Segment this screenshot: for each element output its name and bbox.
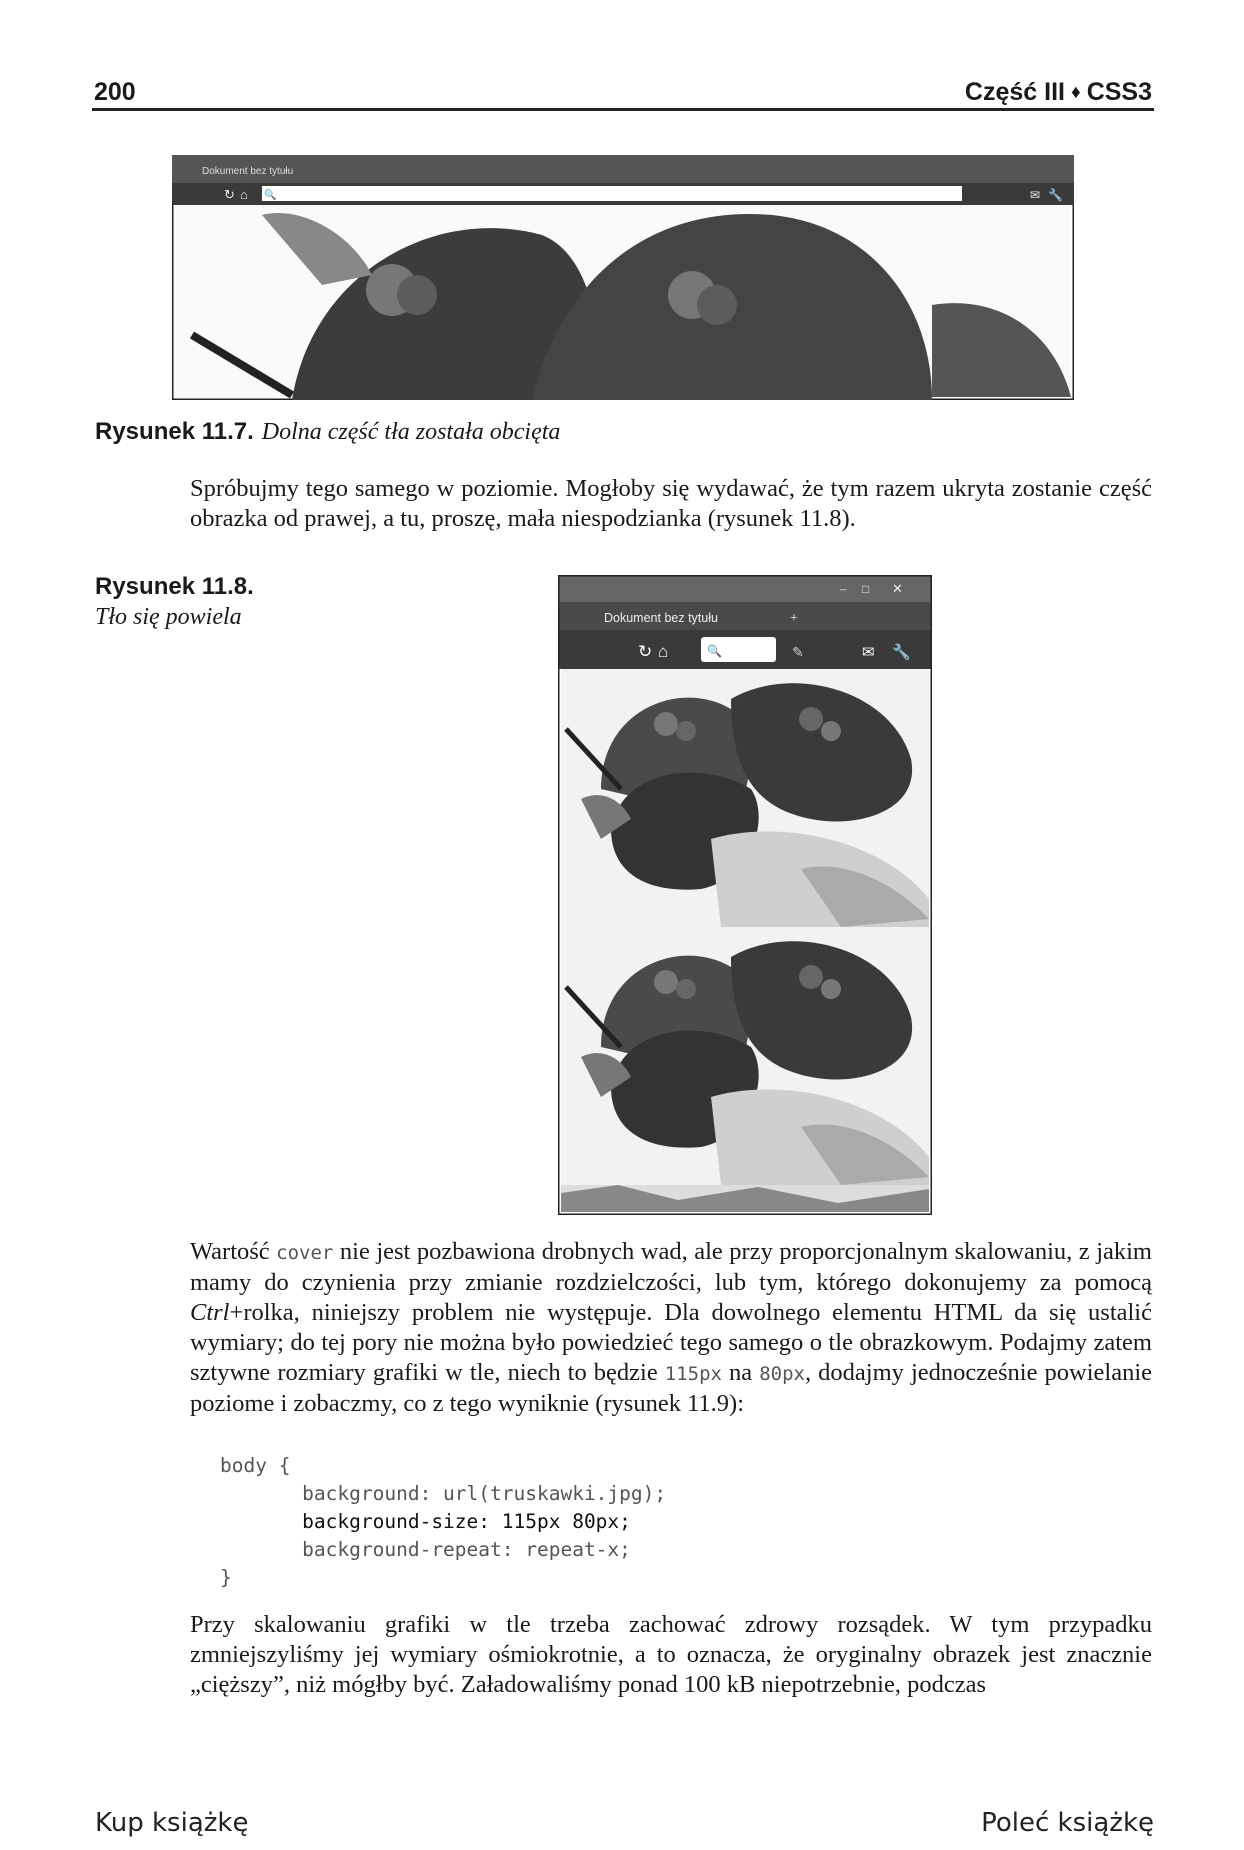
text-span: +rolka, niniejszy problem nie występuje. Dla dowolnego elementu HTML da się ustalić wymiary; do tej pory nie można było powiedzieć tego samego o tle obrazkowym. Podajmy zatem sztywne rozmiary grafiki w tle, niech to będzie: [190, 1299, 1152, 1386]
page-number: 200: [94, 78, 136, 106]
running-header: [92, 78, 1154, 111]
star-icon[interactable]: ✎: [792, 646, 804, 661]
code-line: }: [220, 1566, 232, 1589]
caption-text: Tło się powiela: [95, 604, 242, 630]
minimize-icon[interactable]: –: [840, 581, 847, 596]
home-icon: ⌂: [240, 187, 248, 202]
text-span: na: [721, 1359, 760, 1386]
browser-tab-title: Dokument bez tytułu: [202, 166, 294, 177]
search-icon: 🔍: [707, 644, 722, 658]
window-titlebar: [560, 577, 931, 603]
strawberry-tile-1: [561, 669, 929, 927]
recommend-book-link[interactable]: Poleć książkę: [981, 1808, 1154, 1838]
mail-icon[interactable]: ✉: [862, 645, 875, 661]
paragraph: Spróbujmy tego samego w poziomie. Mogłoby się wydawać, że tym razem ukryta zostanie część obrazka od prawej, a tu, proszę, mała niespodzianka (rysunek 11.8).: [190, 475, 1152, 532]
caption-text: Dolna część tła została obcięta: [261, 419, 561, 445]
mail-icon: ✉: [1030, 188, 1041, 202]
paragraph: Przy skalowaniu grafiki w tle trzeba zachować zdrowy rozsądek. W tym przypadku zmniejszyliśmy jej wymiary ośmiokrotnie, a to oznacza, że oryginalny obrazek jest znacznie „cięższy”, niż mógłby być. Załadowaliśmy ponad 100 kB niepotrzebnie, podczas: [190, 1611, 1152, 1698]
text-span: nie jest pozbawiona drobnych wad, ale przy proporcjonalnym skalowaniu, z jakim mamy do czynienia przy zmianie rozdzielczości, lub tym, którego dokonujemy za pomocą: [190, 1238, 1152, 1296]
address-bar: [262, 186, 962, 201]
reload-icon: ↻: [224, 187, 235, 202]
figure-11-7-caption: [95, 418, 560, 446]
close-icon[interactable]: ✕: [892, 581, 903, 596]
text-span: Wartość: [190, 1238, 277, 1265]
diamond-separator: ♦: [1070, 82, 1081, 103]
inline-code: 80px: [759, 1363, 805, 1385]
wrench-icon[interactable]: 🔧: [892, 645, 911, 661]
section-part: Część III: [964, 78, 1065, 106]
inline-code: 115px: [664, 1363, 722, 1385]
section-title: [965, 78, 1152, 107]
code-line: background: url(truskawki.jpg);: [220, 1482, 667, 1505]
italic-text: Ctrl: [190, 1299, 230, 1326]
strawberry-image-cropped: [175, 205, 1071, 400]
new-tab-icon[interactable]: +: [790, 611, 798, 626]
figure-11-8-screenshot: [558, 575, 932, 1215]
paragraph: [190, 1237, 1152, 1419]
wrench-icon: 🔧: [1048, 188, 1063, 202]
search-icon: 🔍: [264, 190, 277, 201]
browser-tabbar: [172, 155, 1074, 183]
code-line-highlighted: background-size: 115px 80px;: [220, 1510, 631, 1533]
caption-label: Rysunek 11.7.: [95, 418, 254, 445]
code-line: background-repeat: repeat-x;: [220, 1538, 631, 1561]
browser-tab-title: Dokument bez tytułu: [604, 611, 718, 625]
inline-code: cover: [276, 1242, 334, 1264]
code-line: body {: [220, 1454, 291, 1477]
figure-11-8-caption: [95, 572, 295, 632]
caption-label: Rysunek 11.8.: [95, 573, 254, 600]
figure-11-7-screenshot: [172, 155, 1074, 400]
strawberry-tile-2: [561, 927, 929, 1185]
code-block: [220, 1452, 666, 1592]
home-icon[interactable]: ⌂: [658, 642, 669, 661]
reload-icon[interactable]: ↻: [638, 642, 653, 661]
text-span: , dodajmy jednocześnie powielanie poziome i zobaczmy, co z tego wyniknie (rysunek 11.9):: [190, 1359, 1153, 1417]
maximize-icon[interactable]: □: [862, 582, 870, 596]
section-name: CSS3: [1086, 78, 1152, 106]
buy-book-link[interactable]: Kup książkę: [95, 1808, 249, 1838]
